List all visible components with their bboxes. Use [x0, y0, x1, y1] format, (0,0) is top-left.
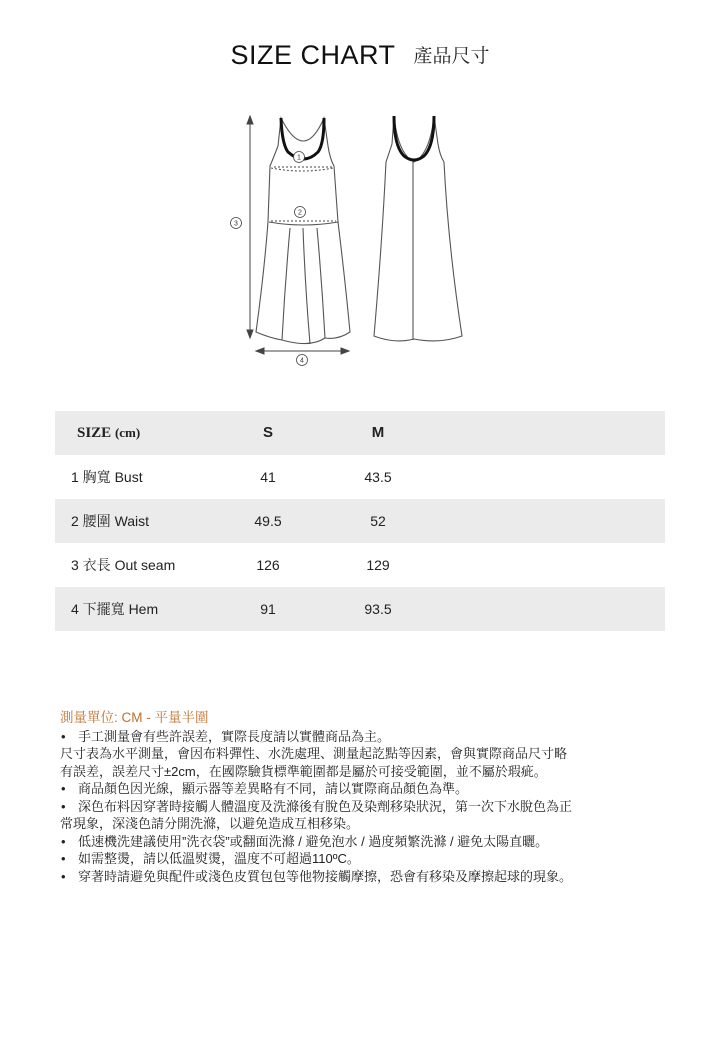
- note-text: 穿著時請避免與配件或淺色皮質包包等他物接觸摩擦，恐會有移染及摩擦起球的現象。: [78, 868, 573, 884]
- note-text: 手工測量會有些許誤差，實際長度請以實體商品為主。: [78, 728, 391, 744]
- marker-3: 3: [234, 220, 238, 228]
- note-text-line: 常現象，深淺色請分開洗滌，以避免造成互相移染。: [60, 816, 360, 831]
- page-title: [0, 40, 720, 71]
- care-notes: [60, 709, 660, 885]
- header-unit: (cm): [114, 425, 141, 440]
- table-row: [55, 543, 665, 587]
- note-item: [60, 833, 660, 851]
- note-text: 深色布料因穿著時接觸人體溫度及洗滌後有脫色及染劑移染狀況，第一次下水脫色為正: [78, 798, 573, 814]
- table-header-row: [55, 411, 665, 455]
- row-value-s: 91: [260, 601, 276, 617]
- row-value-s: 41: [260, 469, 276, 485]
- bullet: •: [61, 728, 66, 744]
- row-value-m: 129: [366, 557, 390, 573]
- table-row: [55, 455, 665, 499]
- note-item: [60, 780, 660, 798]
- header-size-label: [77, 411, 140, 455]
- row-value-m: 43.5: [364, 469, 392, 485]
- note-text: 商品顏色因光線，顯示器等差異略有不同，請以實際商品顏色為準。: [78, 781, 469, 796]
- title-chinese: 產品尺寸: [413, 46, 490, 67]
- bullet: •: [61, 798, 66, 814]
- dress-back-illustration: [374, 116, 462, 341]
- dress-diagram: [0, 104, 720, 374]
- title-english: SIZE CHART: [230, 40, 396, 70]
- header-size-text: SIZE: [77, 425, 112, 441]
- note-item: [60, 850, 660, 868]
- note-text: 如需整燙，請以低溫熨燙，溫度不可超過110ºC。: [78, 851, 360, 866]
- marker-4: 4: [300, 357, 304, 365]
- table-row: [55, 587, 665, 631]
- dress-front-illustration: [256, 118, 350, 344]
- header-size-m: M: [371, 424, 385, 441]
- row-label: 4 下擺寬 Hem: [71, 601, 159, 617]
- row-value-m: 52: [370, 513, 386, 529]
- marker-2: 2: [298, 209, 302, 217]
- row-value-m: 93.5: [364, 601, 392, 617]
- size-table: [55, 411, 665, 631]
- notes-heading: 測量單位: CM - 平量半圍: [60, 710, 209, 725]
- note-item: [60, 868, 660, 886]
- row-label: 2 腰圍 Waist: [71, 513, 150, 529]
- note-text: 低速機洗建議使用”洗衣袋”或翻面洗滌 / 避免泡水 / 過度頻繁洗滌 / 避免太陽直曬。: [78, 833, 549, 849]
- bullet: •: [61, 781, 66, 796]
- bullet: •: [61, 851, 66, 866]
- note-item: [60, 728, 660, 746]
- header-size-s: S: [262, 424, 273, 441]
- marker-1: 1: [297, 154, 301, 162]
- bullet: •: [61, 833, 66, 849]
- row-label: 3 衣長 Out seam: [71, 557, 176, 573]
- note-text-line: 有誤差，誤差尺寸±2cm，在國際驗貨標準範圍都是屬於可接受範圍，並不屬於瑕疵。: [60, 763, 547, 779]
- row-value-s: 126: [256, 557, 280, 573]
- row-label: 1 胸寬 Bust: [71, 469, 143, 485]
- row-value-s: 49.5: [254, 513, 282, 529]
- table-row: [55, 499, 665, 543]
- note-text-line: 尺寸表為水平測量，會因布料彈性、水洗處理、測量起訖點等因素，會與實際商品尺寸略: [60, 746, 568, 761]
- bullet: •: [61, 868, 66, 884]
- note-item: [60, 798, 660, 816]
